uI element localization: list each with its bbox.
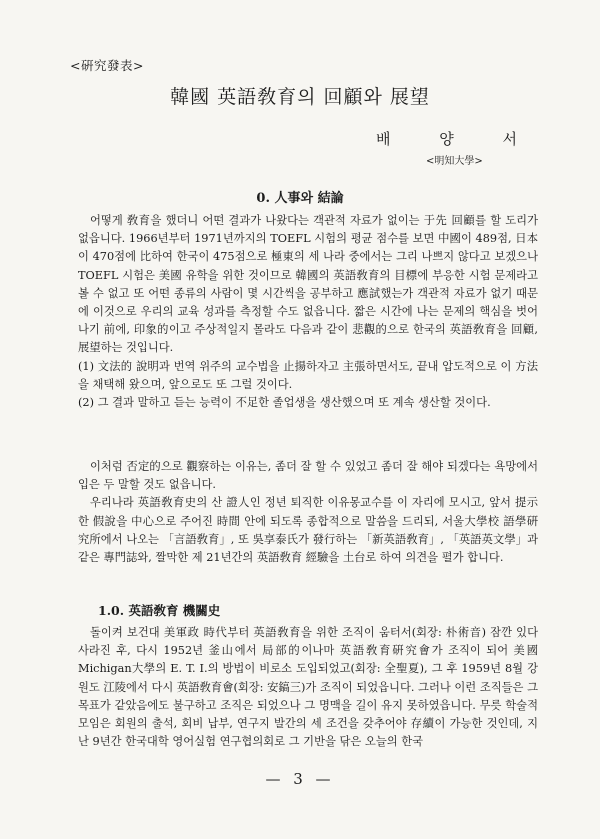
- author-name: 배 양 서: [376, 130, 540, 148]
- article-title: 韓國 英語敎育의 回顧와 展望: [170, 86, 430, 108]
- hypothesis-1: (1) 文法的 說明과 번역 위주의 교수법을 止揚하자고 主張하면서도, 끝내 압도적으로 이 方法을 채택해 왔으며, 앞으로도 또 그럴 것이다.: [78, 359, 538, 391]
- article-category-tag: <硏究發表>: [70, 58, 144, 73]
- institutions-paragraph-1: 돌이켜 보건대 美軍政 時代부터 英語敎育을 위한 조직이 움터서(회장: 朴術音) 잠깐 있다 사라진 후, 다시 1952년 釜山에서 局部的이나마 英語敎育硏究會가 조직이 되어 美國 Michigan大學의 E. T. I.의 방법이 비로소 도입되었고(회장: 全聖夏), 그 후 1959년 8월 강원도 江陵에서 다시 英語敎育會(회장: 安鎬三)가 조직이 되었읍니다. 그러나 이런 조직들은 그 목표가 같았음에도 불구하고 조직은 되었으나 그 명맥을 길이 유지 못하였읍니다. 무릇 학술적 모임은 회원의 출석, 회비 납부, 연구지 발간의 세 조건을 갖추어야 存續이 가능한 것인데, 지난 9년간 한국대학 영어실험 연구협의회로 그 기반을 닦은 오늘의 한국: [78, 626, 538, 749]
- section-heading-intro: 0. 人事와 結論: [256, 191, 344, 206]
- intro-body-continued: [78, 458, 538, 567]
- intro-paragraph-1: 어떻게 敎育을 했더니 어떤 결과가 나왔다는 객관적 자료가 없이는 于先 回顧를 할 도리가 없읍니다. 1966년부터 1971년까지의 TOEFL 시험의 평균 점수를 보면 中國이 489점, 日本이 470점에 比하여 한국이 475점으로 極東의 세 나라 중에서는 그리 나쁘지 않다고 보겠으나 TOEFL 시험은 美國 유학을 위한 것이므로 韓國의 英語敎育의 目標에 부응한 시험 문제라고 볼 수 없고 또 어떤 종류의 사람이 몇 시간씩을 공부하고 應試했는가 객관적 자료가 없기 때문에 이것으로 우리의 교육 성과를 측정할 수도 없읍니다. 짧은 시간에 나는 문제의 핵심을 벗어나기 前에, 印象的이고 주상적일지 몰라도 다음과 같이 悲觀的으로 한국의 英語敎育을 回顧, 展望하는 것입니다.: [78, 214, 538, 355]
- hypothesis-2: (2) 그 결과 말하고 듣는 능력이 不足한 졸업생을 생산했으며 또 계속 생산할 것이다.: [78, 396, 491, 410]
- section-heading-institutions: 1.0. 英語敎育 機關史: [98, 603, 221, 618]
- intro-paragraph-3: 우리나라 英語敎育史의 산 證人인 정년 퇴직한 이유몽교수를 이 자리에 모시고, 앞서 提示한 假說을 中心으로 주어진 時間 안에 되도록 종합적으로 말씀을 드리되, 서울大學校 語學硏究所에서 나오는 「言語敎育」, 또 吳享泰氏가 發行하는 「新英語敎育」, 「英語英文學」과 같은 專門誌와, 짤막한 제 21년간의 英語敎育 經驗을 土台로 하여 의견을 펼가 합니다.: [78, 496, 538, 565]
- intro-body: [78, 212, 538, 412]
- author-affiliation: <明知大學>: [426, 156, 483, 167]
- page-number: — 3 —: [265, 770, 335, 788]
- intro-paragraph-2: 이처럼 否定的으로 觀察하는 이유는, 좀더 잘 할 수 있었고 좀더 잘 해야 되겠다는 욕망에서 입은 두 말할 것도 없읍니다.: [78, 460, 538, 492]
- institutions-body: [78, 624, 538, 751]
